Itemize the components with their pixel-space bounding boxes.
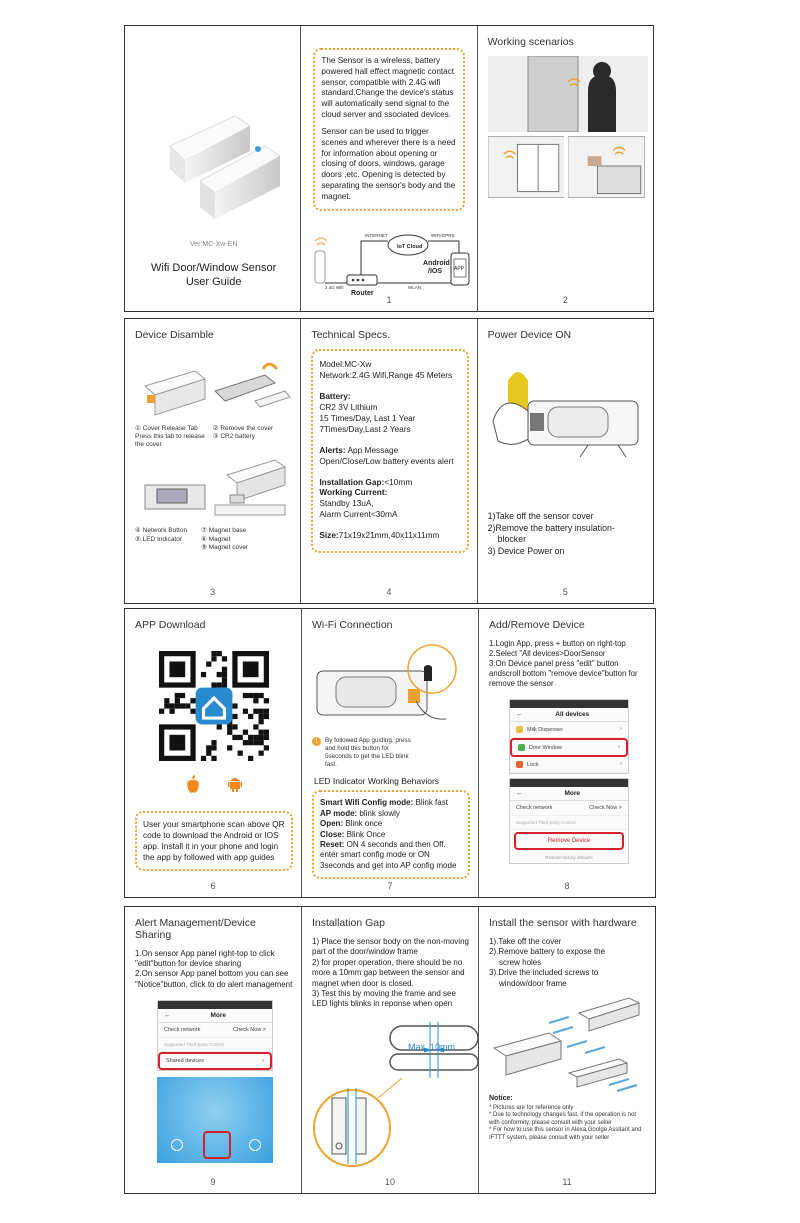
intro-box [313, 48, 464, 211]
page-number: 1 [386, 295, 392, 305]
chevron-right-icon: › [620, 761, 622, 768]
device-row-selected[interactable] [510, 738, 628, 757]
led-row-ap-v: blink slowly [357, 808, 400, 818]
app-download-title: APP Download [135, 619, 206, 631]
panel-cover [125, 26, 301, 311]
apple-icon[interactable] [185, 775, 201, 793]
label-remove-cover: ② Remove the cover [212, 425, 274, 432]
panel-install-hardware [479, 907, 655, 1193]
page-number: 11 [562, 1177, 572, 1187]
check-network-row[interactable] [510, 801, 628, 816]
led-row-ap-h: AP mode: [320, 808, 358, 818]
diagram-ios: /IOS [428, 267, 443, 275]
disassemble-top-image [135, 361, 295, 421]
scenario-door-image [488, 56, 648, 132]
phone-all-devices [509, 699, 629, 774]
alert-steps [135, 949, 293, 990]
phone-title: All devices [555, 710, 590, 718]
panel-scenarios [478, 26, 653, 311]
cover-title-line-1: Wifi Door/Window Sensor [151, 262, 277, 274]
page-number: 5 [562, 587, 568, 597]
device-row[interactable] [510, 722, 628, 738]
app-download-text: User your smartphone scan above QR code to download the Android or IOS app. Install it in your phone and login the app by followed with app guides [143, 819, 285, 862]
hw-step-2b: screw holes [499, 957, 542, 967]
page-number: 6 [210, 881, 216, 891]
phone-title: More [564, 789, 581, 797]
led-row-reset-h: Reset: [320, 840, 345, 849]
notice-2: * Due to technology changes fast, if the operation is not with conformity, please consult with your seller [489, 1112, 637, 1126]
power-step-1: 1)Take off the sensor cover [487, 511, 594, 521]
panel-power-on [478, 319, 653, 603]
power-step-3: 3) Device Power on [487, 545, 565, 556]
led-row-close [320, 830, 462, 840]
intro-para-2: Sensor can be used to trigger scenes and wherever there is a need for information about opening or closing of doors, windows, garage doors ,etc. Opening is detected by separating the sensor's body and the magnet. [321, 126, 456, 201]
spec-size-value: 71x19x21mm,40x11x11mm [338, 530, 440, 541]
diagram-wlan: WLAN [408, 284, 422, 290]
gap-step-2: 2) for proper operation, there should be no more a 10mm gap between the sensor and magnet when door is closed. [312, 957, 465, 988]
panel-tech-specs [301, 319, 477, 603]
wifi-note-row [312, 737, 470, 768]
third-party-row [158, 1038, 272, 1052]
spec-battery-3: 7Times/Day,Last 2 Years [319, 423, 411, 434]
hardware-steps [489, 937, 647, 989]
power-on-image [488, 361, 648, 471]
page-number: 10 [384, 1177, 395, 1187]
disassemble-labels-1 [135, 425, 292, 449]
page-number: 7 [387, 881, 393, 891]
page-number: 2 [562, 295, 568, 305]
notice-button[interactable] [203, 1131, 231, 1159]
back-icon[interactable]: ← [516, 789, 523, 797]
wifi-note: By followed App guiding, press and hold this button for 5seconds to get the LED blink fast. [325, 737, 411, 768]
sensor-product-image [140, 91, 300, 221]
sheet-row-2 [124, 318, 654, 604]
diagram-internet: INTERNET [365, 232, 388, 238]
spec-battery-2: 15 Times/Day, Last 1 Year [319, 412, 416, 423]
remove-device-button[interactable] [514, 832, 624, 850]
hardware-title: Install the sensor with hardware [489, 917, 637, 929]
remove-device-label: Remove Device [547, 837, 591, 844]
third-party-label: Supported Third-party Control [516, 819, 576, 825]
scenario-row [488, 136, 645, 198]
add-remove-title: Add/Remove Device [489, 619, 585, 631]
version-label: Ver:MC-Xw-EN [189, 241, 238, 248]
power-step-2: 2)Remove the battery insulation- [487, 522, 615, 533]
network-diagram [313, 223, 473, 303]
led-box [312, 790, 470, 879]
check-network-label: Check network [164, 1026, 201, 1033]
led-row-reset-v: ON 4 seconds and then Off. enter smart config mode or ON 3seconds and get into AP config mode [320, 840, 457, 870]
power-steps [488, 511, 645, 557]
panel-intro [301, 26, 477, 311]
alert-title: Alert Management/Device Sharing [135, 917, 256, 941]
shared-devices-row[interactable] [158, 1052, 272, 1070]
label-led-indicator: ⑤ LED Indicator [135, 535, 183, 543]
sheet-row-4 [124, 906, 656, 1194]
android-icon[interactable] [227, 775, 243, 793]
check-network-value: Check Now > [233, 1026, 266, 1033]
warning-icon: ! [312, 737, 321, 746]
label-cr2-battery: ③ CR2 battery [212, 433, 256, 441]
spec-current-2: Alarm Current<30mA [319, 509, 398, 520]
led-row-smart-v: Blink fast [413, 798, 448, 808]
spec-alerts-value: App Message [347, 444, 399, 455]
labels-left-2 [135, 527, 187, 551]
notice-heading: Notice: [489, 1094, 513, 1102]
spec-network: Network:2.4G Wifi,Range 45 Meters [319, 369, 453, 380]
alert-step-1: 1.On sensor App panel right-top to click "edit"button for device sharing [135, 949, 275, 969]
disassemble-bottom-image [135, 455, 295, 525]
scenario-drawer-image [568, 136, 645, 198]
phone-header [158, 1009, 272, 1023]
spec-gap-heading: Installation Gap: [319, 476, 385, 487]
specs-box [311, 349, 468, 553]
label-cover-release-c: the cover [135, 441, 162, 449]
phone-status-bar [510, 779, 628, 787]
scenario-window-image [488, 136, 565, 198]
led-row-smart-h: Smart Wifi Config mode: [320, 798, 414, 808]
cover-title [135, 262, 292, 290]
spec-battery-1: CR2 3V Lithium [319, 401, 378, 412]
add-step-2: 2.Select "All devices>DoorSensor [489, 648, 606, 658]
add-step-1: 1.Login App, press + button on right-top [489, 639, 626, 648]
spec-battery-heading: Battery: [319, 390, 351, 401]
page-number: 4 [386, 587, 392, 597]
led-row-open-h: Open: [320, 819, 344, 829]
app-download-box [135, 811, 293, 871]
led-row-open [320, 819, 462, 829]
phone-header [510, 787, 628, 801]
specs-title: Technical Specs. [311, 329, 391, 341]
shared-devices-label: Shared devices [166, 1057, 204, 1064]
panel-disassemble [125, 319, 301, 603]
led-row-smart [320, 798, 462, 808]
store-icons [135, 775, 293, 793]
gap-text [312, 937, 470, 1010]
led-title: LED Indicator Working Behaviors [314, 776, 440, 787]
settings-icon[interactable] [249, 1139, 261, 1151]
panel-app-download [125, 609, 302, 897]
gap-title: Installation Gap [312, 917, 385, 929]
hw-step-1: 1).Take off the cover [489, 937, 562, 946]
disassemble-title: Device Disamble [135, 329, 214, 341]
panel-wifi-connection [302, 609, 479, 897]
notice-3: * For how to use this sensor in Alexa,Goolge Assitant and IFTTT system, please consult with your seller [489, 1127, 642, 1141]
third-party-label: Supported Third-party Control [164, 1041, 224, 1047]
panel-installation-gap [302, 907, 479, 1193]
restore-defaults[interactable]: Restore factory defaults [545, 854, 593, 860]
phone-header [510, 708, 628, 722]
back-icon[interactable]: ← [164, 1011, 171, 1019]
diagram-android: Android [423, 259, 451, 267]
spec-current-heading: Working Current: [319, 487, 388, 498]
hw-step-3b: window/door frame [499, 978, 567, 988]
intro-para-1: The Sensor is a wireless, battery powered hall effect magnetic contact sensor, compatible with 2.4G wifi standard.Change the device's status will automatically send signal to the cloud server and ssociated devices. [321, 56, 455, 120]
label-network-button: ④ Network Button [135, 527, 188, 535]
spec-alerts-heading: Alerts: [319, 444, 346, 455]
spec-gap [319, 477, 460, 488]
label-magnet: ⑥ Magnet [201, 535, 231, 543]
add-remove-steps [489, 639, 647, 689]
label-magnet-cover: ⑨ Magnet cover [201, 543, 249, 551]
gap-diagram [312, 1018, 479, 1168]
notice-1: * Pictures are for reference only [489, 1104, 574, 1111]
spec-size [319, 530, 460, 541]
spec-size-heading: Size: [319, 530, 339, 541]
bell-icon[interactable] [171, 1139, 183, 1151]
check-network-label: Check network [516, 804, 553, 811]
device-name: Door Window [529, 744, 563, 751]
gap-max-label: Max. 10mm [408, 1041, 456, 1052]
check-network-value: Check Now > [589, 804, 622, 811]
spec-model: Model:MC-Xw [319, 359, 372, 369]
add-step-3: 3.On Device panel press "edit" button andscroll bottom "remove device"button for remove the sensor [489, 658, 638, 688]
diagram-router: Router [351, 289, 374, 297]
third-party-row [510, 816, 628, 830]
chevron-right-icon: › [262, 1057, 264, 1064]
qr-code-image [159, 651, 269, 761]
page-number: 3 [210, 587, 216, 597]
scenarios-title: Working scenarios [487, 36, 574, 48]
phone-more [509, 778, 629, 864]
label-cover-release-b: Press this tab to release [135, 433, 205, 441]
hw-step-3: 3).Drive the included screws to [489, 968, 599, 978]
alert-step-2: 2.On sensor App panel bottom you can see "Notice"button, click to do alert management [135, 969, 293, 989]
sheet-row-1 [124, 25, 654, 312]
spec-alerts [319, 445, 460, 456]
check-network-row[interactable] [158, 1023, 272, 1038]
gap-step-3: 3) Test this by moving the frame and see LED lights blinks in reponse when open [312, 988, 456, 1009]
hw-step-2: 2).Remove battery to expose the [489, 947, 606, 957]
hardware-notice [489, 1095, 647, 1143]
spec-current-1: Standby 13uA, [319, 498, 374, 509]
page-number: 8 [564, 881, 570, 891]
device-row[interactable] [510, 757, 628, 773]
wifi-title: Wi-Fi Connection [312, 619, 393, 631]
panel-alert-sharing [125, 907, 302, 1193]
led-row-close-h: Close: [320, 829, 345, 839]
spec-gap-value: <10mm [384, 476, 413, 487]
label-cover-release: ① Cover Release Tab [135, 425, 198, 432]
diagram-app: APP [454, 265, 465, 272]
diagram-wifi-gprs: WIFI/GPRS [431, 232, 455, 238]
chevron-right-icon: › [620, 726, 622, 733]
led-row-open-v: Blink once [343, 819, 383, 829]
phone-status-bar [158, 1001, 272, 1009]
label-magnet-base: ⑦ Magnet base [201, 527, 247, 535]
sheet-row-3 [124, 608, 656, 898]
phone-status-bar [510, 700, 628, 708]
diagram-24g-wifi: 2.4G Wifi [325, 284, 344, 290]
labels-right-2 [201, 527, 248, 551]
hardware-diagram [489, 993, 649, 1093]
back-icon[interactable]: ← [516, 710, 523, 718]
power-title: Power Device ON [487, 329, 572, 341]
chevron-right-icon: › [618, 744, 620, 751]
spec-alerts-2: Open/Close/Low battery events alert [319, 455, 454, 466]
cover-title-line-2: User Guide [185, 275, 242, 288]
labels-right [213, 425, 273, 449]
page-number: 9 [210, 1177, 216, 1187]
gap-step-1: 1) Place the sensor body on the non-moving part of the door/window frame [312, 937, 469, 957]
device-name: Milk Dispenser [527, 726, 564, 733]
power-step-2b: blocker [497, 534, 527, 545]
led-row-ap [320, 809, 462, 819]
diagram-cloud: IoT Cloud [397, 243, 423, 250]
wifi-button-image [312, 641, 472, 731]
disassemble-labels-2 [135, 527, 292, 551]
phone-notice-screen [157, 1077, 273, 1163]
phone-sharing [157, 1000, 273, 1071]
phone-title: More [210, 1011, 227, 1019]
device-name: Lock [527, 761, 539, 768]
panel-add-remove [479, 609, 655, 897]
led-row-close-v: Blink Once [344, 829, 386, 839]
labels-left [135, 425, 205, 449]
led-row-reset [320, 840, 462, 871]
